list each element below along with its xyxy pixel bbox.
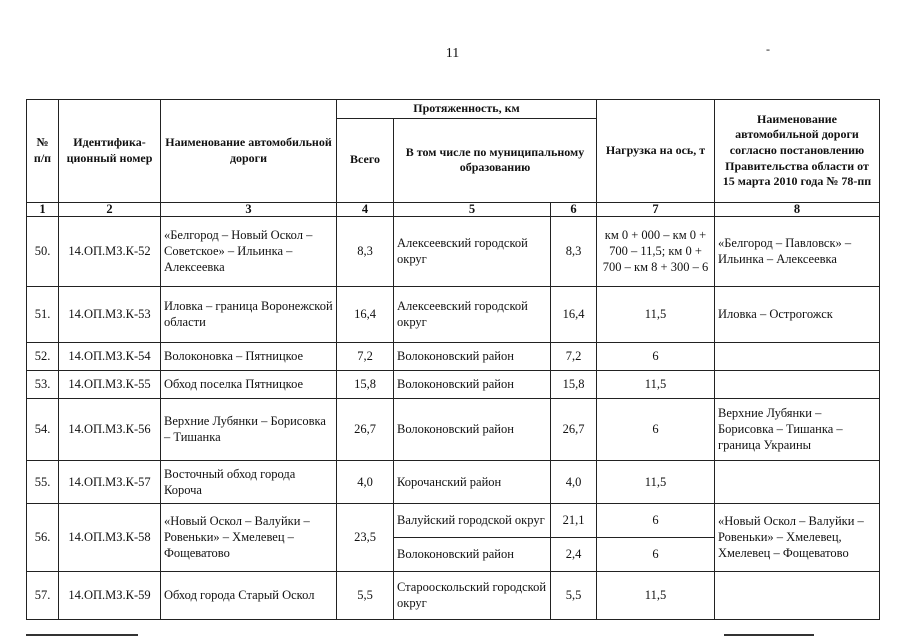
row-mun-length: 26,7 — [551, 398, 597, 460]
row-total: 15,8 — [337, 370, 394, 398]
row-total: 16,4 — [337, 286, 394, 342]
row-decree-name: «Новый Оскол – Валуйки – Ровеньки» – Хмелевец, Хмелевец – Фощеватово — [715, 503, 880, 571]
table-row — [27, 503, 880, 537]
row-load: 6 — [597, 342, 715, 370]
column-number: 1 — [27, 202, 59, 216]
row-load: 11,5 — [597, 370, 715, 398]
row-total: 4,0 — [337, 460, 394, 503]
table-row — [27, 216, 880, 286]
footer-rule — [26, 634, 138, 636]
row-municipality: Корочанский район — [394, 460, 551, 503]
row-decree-name: «Белгород – Павловск» – Ильинка – Алексеевка — [715, 216, 880, 286]
row-name: Восточный обход города Короча — [161, 460, 337, 503]
row-name: Иловка – граница Воронежской области — [161, 286, 337, 342]
row-decree-name: Иловка – Острогожск — [715, 286, 880, 342]
row-mun-length: 7,2 — [551, 342, 597, 370]
row-load: 6 — [597, 537, 715, 571]
row-id: 14.ОП.МЗ.К-58 — [59, 503, 161, 571]
column-number: 2 — [59, 202, 161, 216]
row-load: 6 — [597, 503, 715, 537]
row-municipality: Старооскольский городской округ — [394, 571, 551, 619]
row-mun-length: 8,3 — [551, 216, 597, 286]
row-name: Верхние Лубянки – Борисовка – Тишанка — [161, 398, 337, 460]
column-number: 4 — [337, 202, 394, 216]
row-name: Обход поселка Пятницкое — [161, 370, 337, 398]
row-mun-length: 5,5 — [551, 571, 597, 619]
table-row — [27, 571, 880, 619]
column-number: 7 — [597, 202, 715, 216]
row-mun-length: 15,8 — [551, 370, 597, 398]
row-load: 11,5 — [597, 571, 715, 619]
row-decree-name: Верхние Лубянки – Борисовка – Тишанка – граница Украины — [715, 398, 880, 460]
row-municipality: Волоконовский район — [394, 370, 551, 398]
scan-mark: - — [766, 42, 770, 56]
row-total: 8,3 — [337, 216, 394, 286]
header-including: В том числе по муниципальному образованию — [394, 118, 597, 202]
row-mun-length: 16,4 — [551, 286, 597, 342]
row-id: 14.ОП.МЗ.К-52 — [59, 216, 161, 286]
header-total: Всего — [337, 118, 394, 202]
row-id: 14.ОП.МЗ.К-55 — [59, 370, 161, 398]
table-row — [27, 398, 880, 460]
row-mun-length: 4,0 — [551, 460, 597, 503]
row-total: 5,5 — [337, 571, 394, 619]
row-id: 14.ОП.МЗ.К-57 — [59, 460, 161, 503]
row-municipality: Волоконовский район — [394, 342, 551, 370]
header-num: № п/п — [27, 100, 59, 203]
row-total: 23,5 — [337, 503, 394, 571]
row-municipality: Волоконовский район — [394, 537, 551, 571]
row-load: 6 — [597, 398, 715, 460]
roads-table — [26, 99, 880, 620]
row-name: Волоконовка – Пятницкое — [161, 342, 337, 370]
row-total: 7,2 — [337, 342, 394, 370]
row-num: 52. — [27, 342, 59, 370]
row-mun-length: 2,4 — [551, 537, 597, 571]
table-row — [27, 286, 880, 342]
table-row — [27, 342, 880, 370]
header-load: Нагрузка на ось, т — [597, 100, 715, 203]
row-num: 53. — [27, 370, 59, 398]
row-decree-name — [715, 370, 880, 398]
row-municipality: Валуйский городской округ — [394, 503, 551, 537]
row-num: 56. — [27, 503, 59, 571]
column-number: 6 — [551, 202, 597, 216]
row-mun-length: 21,1 — [551, 503, 597, 537]
row-decree-name — [715, 460, 880, 503]
row-decree-name — [715, 342, 880, 370]
row-num: 57. — [27, 571, 59, 619]
row-municipality: Волоконовский район — [394, 398, 551, 460]
footer-rule — [724, 634, 814, 636]
column-number: 5 — [394, 202, 551, 216]
table-row — [27, 370, 880, 398]
row-num: 55. — [27, 460, 59, 503]
row-municipality: Алексеевский городской округ — [394, 216, 551, 286]
column-number-row — [27, 202, 880, 216]
row-id: 14.ОП.МЗ.К-53 — [59, 286, 161, 342]
row-municipality: Алексеевский городской округ — [394, 286, 551, 342]
table-row — [27, 460, 880, 503]
header-length: Протяженность, км — [337, 100, 597, 119]
column-number: 3 — [161, 202, 337, 216]
row-load: 11,5 — [597, 460, 715, 503]
row-name: «Новый Оскол – Валуйки – Ровеньки» – Хмелевец – Фощеватово — [161, 503, 337, 571]
header-row-1 — [27, 100, 880, 119]
row-name: «Белгород – Новый Оскол – Советское» – Ильинка – Алексеевка — [161, 216, 337, 286]
row-load: 11,5 — [597, 286, 715, 342]
row-num: 50. — [27, 216, 59, 286]
column-number: 8 — [715, 202, 880, 216]
header-name: Наименование автомобильной дороги — [161, 100, 337, 203]
row-num: 54. — [27, 398, 59, 460]
header-id: Идентифика-ционный номер — [59, 100, 161, 203]
row-name: Обход города Старый Оскол — [161, 571, 337, 619]
row-id: 14.ОП.МЗ.К-59 — [59, 571, 161, 619]
row-load: км 0 + 000 – км 0 + 700 – 11,5; км 0 + 700 – км 8 + 300 – 6 — [597, 216, 715, 286]
header-decree-name: Наименование автомобильной дороги согласно постановлению Правительства области от 15 марта 2010 года № 78-пп — [715, 100, 880, 203]
row-id: 14.ОП.МЗ.К-56 — [59, 398, 161, 460]
page-number: 11 — [445, 46, 460, 61]
row-decree-name — [715, 571, 880, 619]
row-num: 51. — [27, 286, 59, 342]
row-id: 14.ОП.МЗ.К-54 — [59, 342, 161, 370]
row-total: 26,7 — [337, 398, 394, 460]
